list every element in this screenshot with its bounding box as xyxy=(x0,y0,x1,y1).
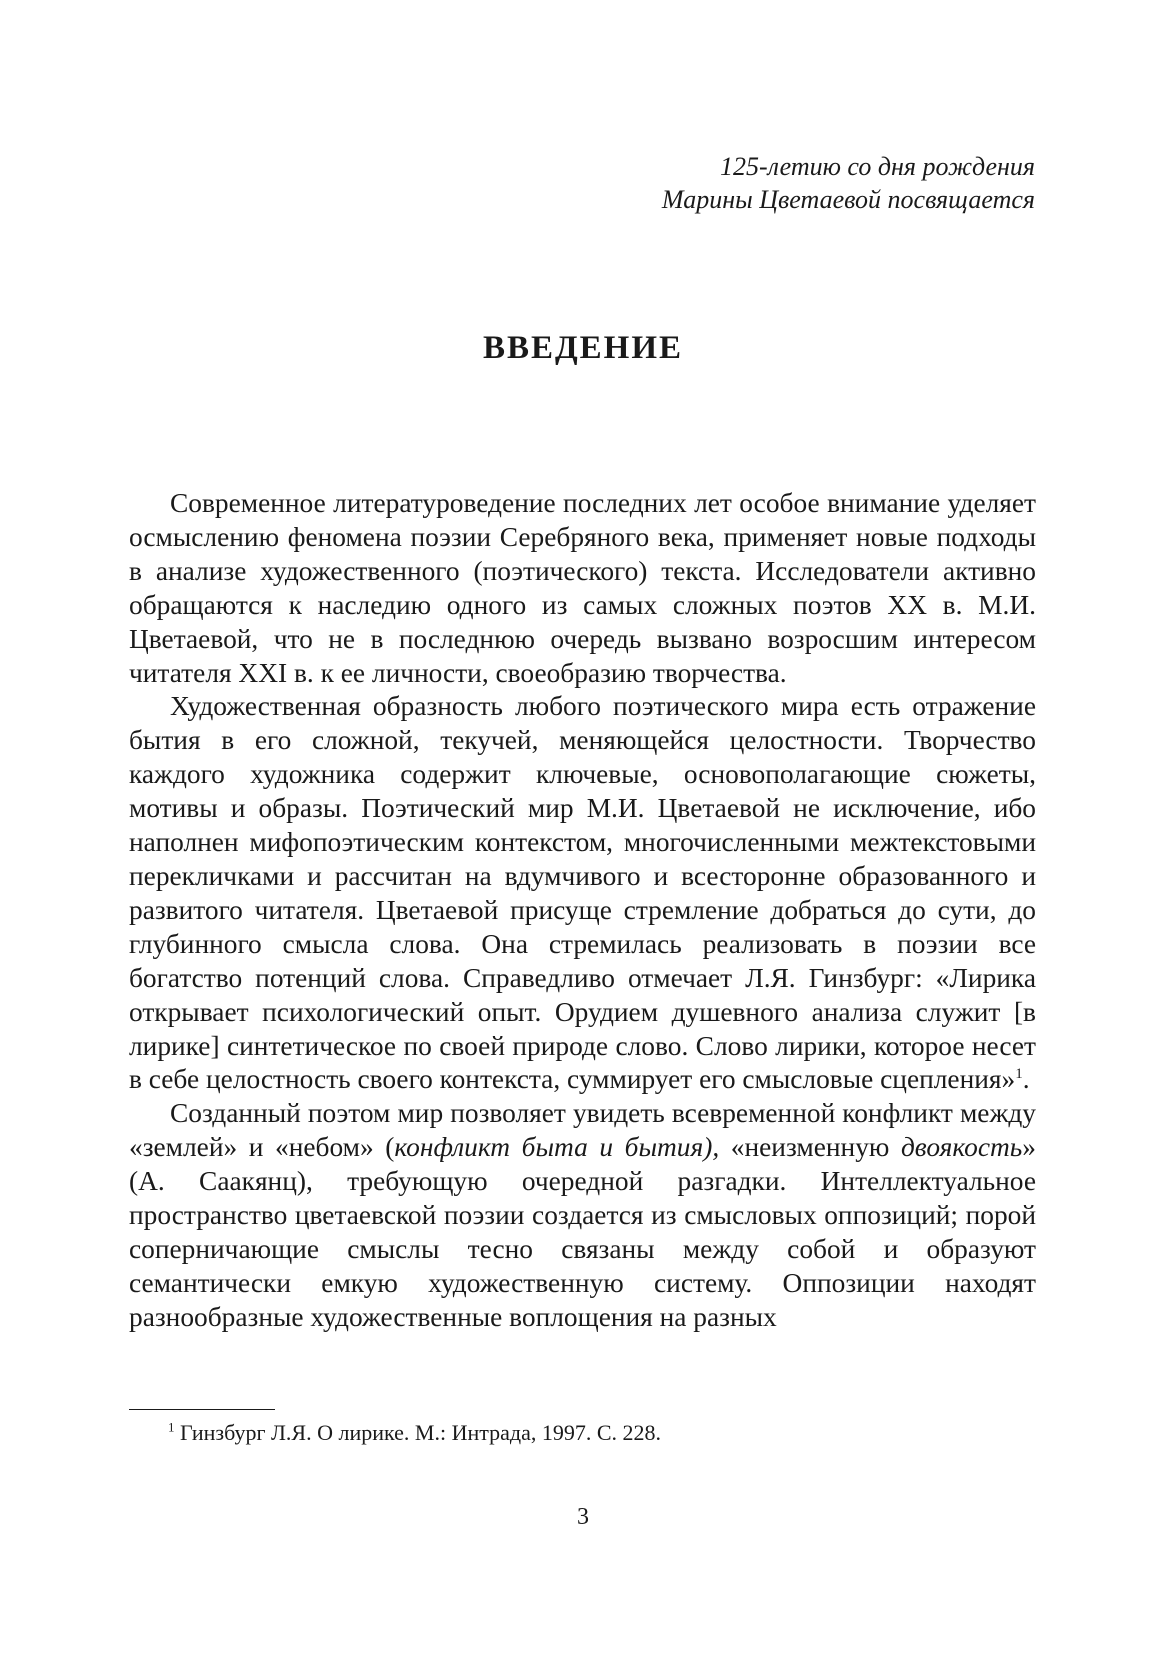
paragraph-2 xyxy=(129,690,1036,1097)
paragraph-1: Современное литературоведение последних лет особое внимание уделяет осмыслению феномена поэзии Серебряного века, применяет новые подходы в анализе художественного (поэтического) текста. Исследователи активно обращаются к наследию одного из самых сложных поэтов XX в. М.И. Цветаевой, что не в последнюю очередь вызвано возросшим интересом читателя XXI в. к ее личности, своеобразию творчества. xyxy=(129,488,1036,688)
paragraph-3-part-e: » (А. Саакянц), требующую очередной разгадки. Интеллектуальное пространство цветаевской поэзии создается из смысловых оппозиций; порой соперничающие смыслы тесно связаны между собой и образуют семантически емкую художественную систему. Оппозиции находят разнообразные художественные воплощения на разных xyxy=(129,1132,1036,1332)
footnote-separator xyxy=(129,1409,275,1410)
epigraph xyxy=(662,150,1035,216)
paragraph-3-part-c: «неизменную xyxy=(719,1132,901,1163)
paragraph-3-part-a: Созданный поэтом мир позволяет увидеть всевременной конфликт между «землей» и «небом» ( xyxy=(129,1098,1036,1163)
paragraph-3-italic-a: конфликт быта и бытия), xyxy=(394,1132,720,1163)
paragraph-2-text: Художественная образность любого поэтического мира есть отражение бытия в его сложной, текучей, меняющейся целостности. Творчество каждого художника содержит ключевые, основополагающие сюжеты, мотивы и образы. Поэтический мир М.И. Цветаевой не исключение, ибо наполнен мифопоэтическим контекстом, многочисленными межтекстовыми перекличками и рассчитан на вдумчивого и всесторонне образованного и развитого читателя. Цветаевой присуще стремление добраться до сути, до глубинного смысла слова. Она стремилась реализовать в поэзии все богатство потенций слова. Справедливо отмечает Л.Я. Гинзбург: «Лирика открывает психологический опыт. Орудием душевного анализа служит [в лирике] синтетическое по своей природе слово. Слово лирики, которое несет в себе целостность своего контекста, суммирует его смысловые сцепления» xyxy=(129,691,1036,1095)
body-text xyxy=(129,487,1036,1335)
footnote-number: 1 xyxy=(168,1419,175,1435)
paragraph-3 xyxy=(129,1097,1036,1334)
footnote-text: Гинзбург Л.Я. О лирике. М.: Интрада, 1997. С. 228. xyxy=(174,1420,662,1445)
epigraph-line-2: Марины Цветаевой посвящается xyxy=(661,185,1035,214)
paragraph-2-end: . xyxy=(1022,1064,1030,1095)
footnote xyxy=(168,1419,661,1447)
epigraph-line-1: 125-летию со дня рождения xyxy=(719,152,1035,181)
paragraph-3-italic-b: двоякость xyxy=(900,1132,1023,1163)
footnote-ref[interactable]: 1 xyxy=(1015,1066,1023,1083)
chapter-title: ВВЕДЕНИЕ xyxy=(482,330,684,366)
page-number: 3 xyxy=(577,1504,589,1530)
